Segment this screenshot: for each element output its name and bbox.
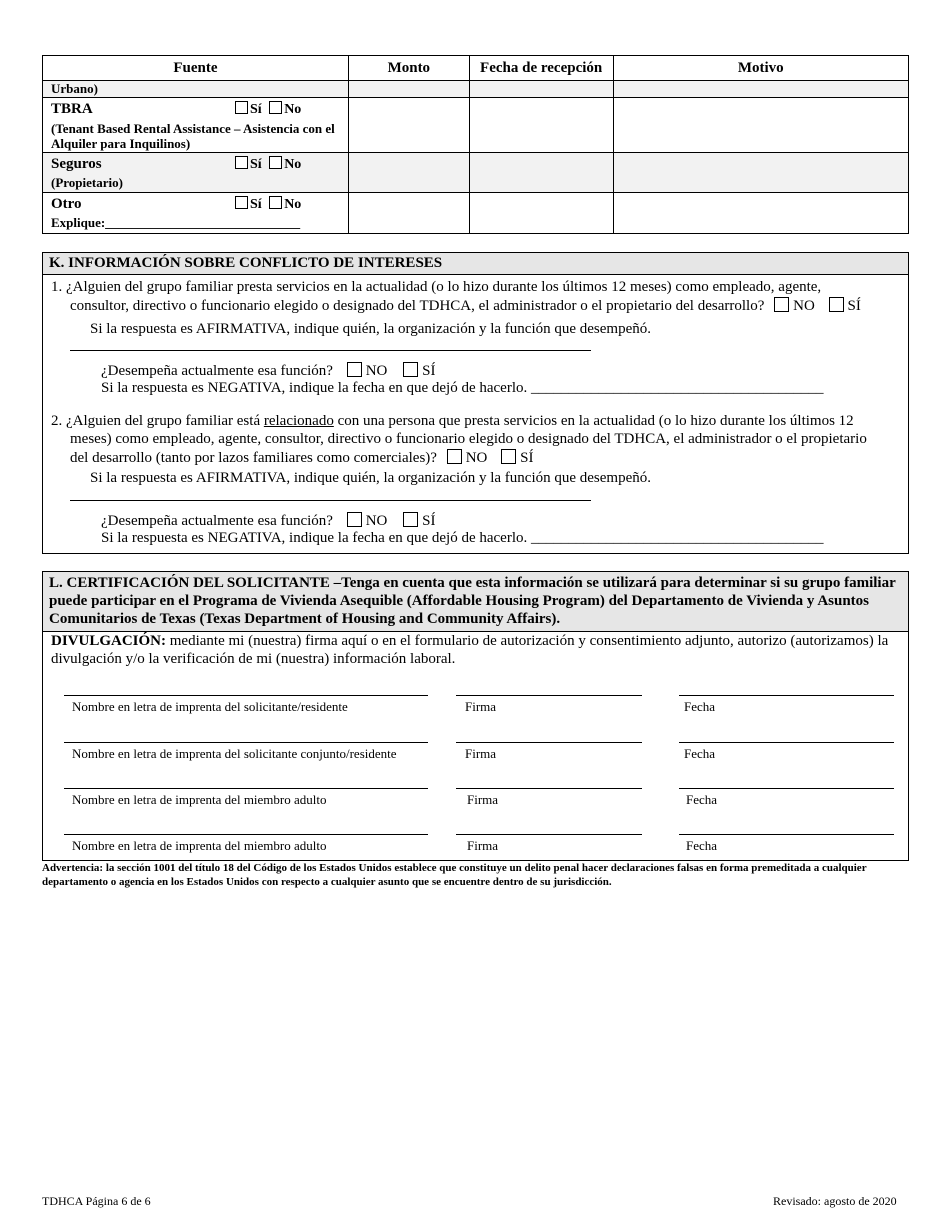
- sig-firma-label-3: Firma: [467, 792, 499, 807]
- source-name: TBRA: [51, 101, 93, 117]
- yes-checkbox[interactable]: [235, 101, 248, 114]
- no-label: No: [284, 102, 302, 117]
- q1-line1: 1. ¿Alguien del grupo familiar presta servicios en la actualidad (o lo hizo durante los últimos 12 meses) como empleado, agente,: [51, 279, 822, 295]
- table-row: [43, 81, 909, 98]
- yes-label: Sí: [250, 197, 262, 212]
- no-checkbox[interactable]: [269, 101, 282, 114]
- q2-line1-underlined: relacionado: [263, 413, 334, 429]
- date-cell[interactable]: [469, 81, 613, 98]
- q1-if-yes: Si la respuesta es AFIRMATIVA, indique quién, la organización y la función que desempeñó.: [90, 321, 651, 337]
- q2-current-wrap: [101, 512, 435, 530]
- date-line-3[interactable]: [679, 788, 894, 789]
- source-desc: (Tenant Based Rental Assistance – Asistencia con el Alquiler para Inquilinos): [51, 121, 335, 151]
- legal-warning: Advertencia: la sección 1001 del título 18 del Código de los Estados Unidos establece que constituye un delito penal hacer declaraciones falsas en forma premeditada a cualquier departamento o agencia en los Estados Unidos con respecto a cualquier asunto que se encuentre dentro de su jurisdicción.: [42, 862, 867, 888]
- sig-name-label-4: Nombre en letra de imprenta del miembro adulto: [72, 838, 327, 853]
- date-cell[interactable]: [469, 193, 613, 234]
- no-checkbox[interactable]: [269, 196, 282, 209]
- q2-si-label: SÍ: [520, 450, 534, 466]
- q2-line3-wrap: [70, 449, 533, 467]
- q2-if-no: Si la respuesta es NEGATIVA, indique la fecha en que dejó de hacerlo. _______________________________________: [101, 530, 824, 546]
- table-header-row: [43, 56, 909, 81]
- section-l-title: L. CERTIFICACIÓN DEL SOLICITANTE –Tenga en cuenta que esta información se utilizará para determinar si su grupo familiar puede participar en el Programa de Vivienda Asequible (Affordable Housing Program) del Departamento de Vivienda y Asuntos Comunitarios de Texas (Texas Department of Housing and Community Affairs).: [43, 572, 908, 632]
- amount-cell[interactable]: [348, 153, 469, 193]
- q2-line1-b: con una persona que presta servicios en la actualidad (o lo hizo durante los últimos 12: [333, 413, 854, 429]
- disclosure-label: DIVULGACIÓN:: [51, 633, 167, 649]
- q2-current-question: ¿Desempeña actualmente esa función?: [101, 513, 333, 529]
- q1-si-label: SÍ: [847, 298, 861, 314]
- yes-no-options: [235, 196, 301, 213]
- q1-no-label: NO: [793, 298, 815, 314]
- sig-firma-label-4: Firma: [467, 838, 499, 853]
- sign-line-2[interactable]: [456, 742, 642, 743]
- table-row: [43, 98, 909, 153]
- source-desc: (Propietario): [51, 175, 123, 190]
- name-line-2[interactable]: [64, 742, 428, 743]
- q1-current-no-label: NO: [365, 363, 388, 379]
- yes-checkbox[interactable]: [235, 196, 248, 209]
- q2-current-si-checkbox[interactable]: [403, 512, 418, 527]
- yes-label: Sí: [250, 102, 262, 117]
- source-name: Otro: [51, 196, 82, 212]
- income-source-table: [42, 55, 909, 234]
- amount-cell[interactable]: [348, 81, 469, 98]
- q1-current-si-checkbox[interactable]: [403, 362, 418, 377]
- table-row: [43, 193, 909, 234]
- q1-current-question: ¿Desempeña actualmente esa función?: [101, 363, 333, 379]
- explain-field[interactable]: Explique:______________________________: [51, 215, 301, 230]
- q2-si-checkbox[interactable]: [501, 449, 516, 464]
- source-cell: [43, 153, 349, 193]
- sig-name-label-2: Nombre en letra de imprenta del solicitante conjunto/residente: [72, 746, 397, 761]
- q2-answer-line[interactable]: [70, 500, 591, 501]
- sign-line-4[interactable]: [456, 834, 642, 835]
- source-cell: [43, 193, 349, 234]
- name-line-4[interactable]: [64, 834, 428, 835]
- date-cell[interactable]: [469, 153, 613, 193]
- q2-line2: meses) como empleado, agente, consultor, directivo o funcionario elegido o designado del TDHCA, el administrador o el propietario: [70, 431, 867, 447]
- q1-current-si-label: SÍ: [422, 363, 436, 379]
- q1-si-checkbox[interactable]: [829, 297, 844, 312]
- q1-no-checkbox[interactable]: [774, 297, 789, 312]
- sign-line-1[interactable]: [456, 695, 642, 696]
- q2-line1-a: 2. ¿Alguien del grupo familiar está: [51, 413, 264, 429]
- section-l: [42, 571, 909, 861]
- q2-current-no-label: NO: [365, 513, 388, 529]
- sign-line-3[interactable]: [456, 788, 642, 789]
- col-header-monto: Monto: [348, 56, 469, 81]
- source-cell: [43, 98, 349, 153]
- sig-name-label-1: Nombre en letra de imprenta del solicitante/residente: [72, 699, 348, 714]
- q1-current-wrap: [101, 362, 435, 380]
- col-header-fuente: Fuente: [43, 56, 349, 81]
- no-label: No: [284, 157, 302, 172]
- source-name: Urbano): [51, 81, 98, 96]
- date-cell[interactable]: [469, 98, 613, 153]
- footer-page-number: TDHCA Página 6 de 6: [42, 1194, 151, 1208]
- section-k: [42, 252, 909, 554]
- q2-current-si-label: SÍ: [422, 513, 436, 529]
- no-label: No: [284, 197, 302, 212]
- q1-answer-line[interactable]: [70, 350, 591, 351]
- q2-current-no-checkbox[interactable]: [347, 512, 362, 527]
- name-line-1[interactable]: [64, 695, 428, 696]
- date-line-2[interactable]: [679, 742, 894, 743]
- q1-current-no-checkbox[interactable]: [347, 362, 362, 377]
- date-line-1[interactable]: [679, 695, 894, 696]
- q1-if-no: Si la respuesta es NEGATIVA, indique la fecha en que dejó de hacerlo. _______________________________________: [101, 380, 824, 396]
- reason-cell[interactable]: [613, 98, 908, 153]
- reason-cell[interactable]: [613, 81, 908, 98]
- yes-label: Sí: [250, 157, 262, 172]
- sig-firma-label-2: Firma: [465, 746, 497, 761]
- q2-no-label: NO: [465, 450, 488, 466]
- table-row: [43, 153, 909, 193]
- q2-line1: [51, 413, 854, 430]
- no-checkbox[interactable]: [269, 156, 282, 169]
- col-header-motivo: Motivo: [613, 56, 908, 81]
- q2-if-yes: Si la respuesta es AFIRMATIVA, indique quién, la organización y la función que desempeñó.: [90, 470, 651, 486]
- source-name: Seguros: [51, 156, 102, 172]
- sig-fecha-label-4: Fecha: [686, 838, 718, 853]
- disclosure-text: mediante mi (nuestra) firma aquí o en el formulario de autorización y consentimiento adjunto, autorizo (autorizamos) la divulgación y/o la verificación de mi (nuestra) información laboral.: [51, 633, 889, 667]
- name-line-3[interactable]: [64, 788, 428, 789]
- col-header-fecha: Fecha de recepción: [469, 56, 613, 81]
- q2-no-checkbox[interactable]: [447, 449, 462, 464]
- q1-line2-wrap: [70, 297, 861, 315]
- yes-no-options: [235, 101, 301, 118]
- sig-fecha-label-3: Fecha: [686, 792, 718, 807]
- reason-cell[interactable]: [613, 193, 908, 234]
- footer-revision: Revisado: agosto de 2020: [773, 1194, 897, 1208]
- sig-firma-label-1: Firma: [465, 699, 497, 714]
- source-cell: [43, 81, 349, 98]
- section-k-title: K. INFORMACIÓN SOBRE CONFLICTO DE INTERESES: [43, 253, 908, 275]
- q1-line2: consultor, directivo o funcionario elegido o designado del TDHCA, el administrador o el propietario del desarrollo?: [70, 298, 765, 314]
- yes-no-options: [235, 156, 301, 173]
- yes-checkbox[interactable]: [235, 156, 248, 169]
- amount-cell[interactable]: [348, 98, 469, 153]
- disclosure-paragraph: [43, 632, 908, 668]
- sig-fecha-label-1: Fecha: [684, 699, 716, 714]
- sig-fecha-label-2: Fecha: [684, 746, 716, 761]
- amount-cell[interactable]: [348, 193, 469, 234]
- sig-name-label-3: Nombre en letra de imprenta del miembro adulto: [72, 792, 327, 807]
- q2-line3: del desarrollo (tanto por lazos familiares como comerciales)?: [70, 450, 437, 466]
- date-line-4[interactable]: [679, 834, 894, 835]
- reason-cell[interactable]: [613, 153, 908, 193]
